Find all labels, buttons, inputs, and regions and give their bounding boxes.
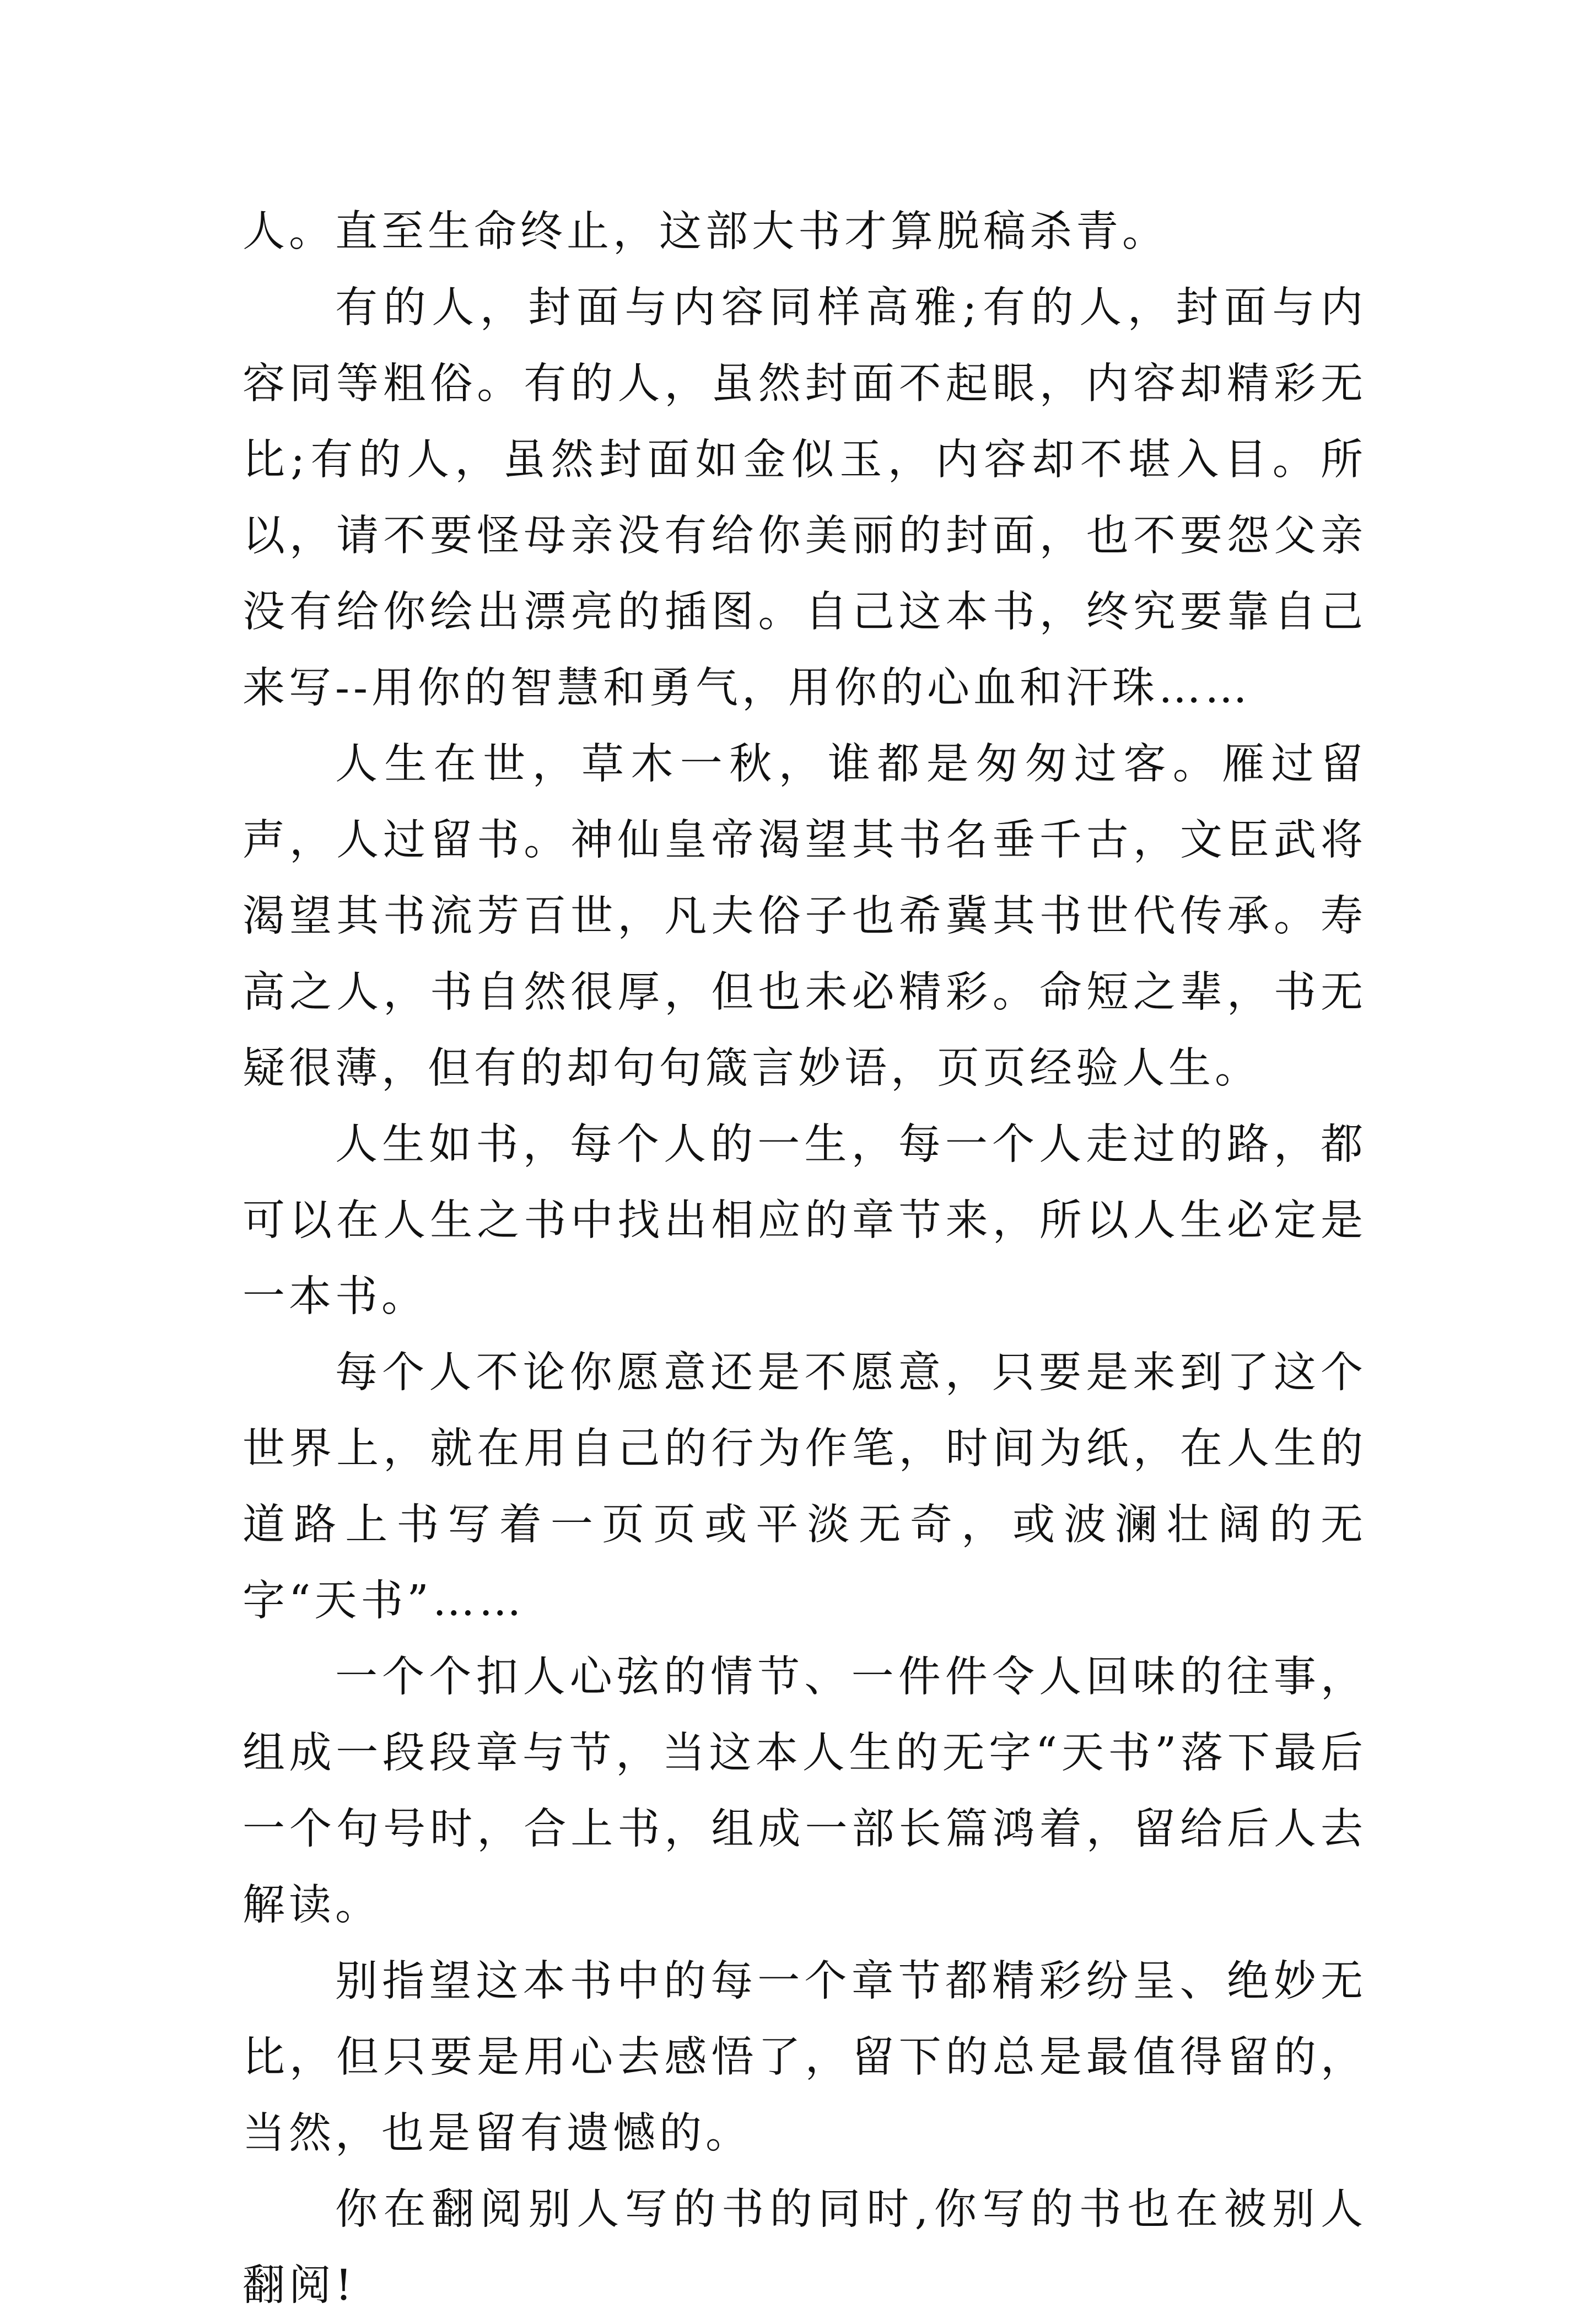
paragraph-7: 别指望这本书中的每一个章节都精彩纷呈、绝妙无比，但只要是用心去感悟了，留下的总是最值得留的，当然，也是留有遗憾的。 [243, 1957, 1367, 2158]
paragraph-1: 人。直至生命终止，这部大书才算脱稿杀青。 [243, 207, 1168, 256]
paragraph-3: 人生在世，草木一秋，谁都是匆匆过客。雁过留声，人过留书。神仙皇帝渴望其书名垂千古，文臣武将渴望其书流芳百世，凡夫俗子也希冀其书世代传承。寿高之人，书自然很厚，但也未必精彩。命短之辈，书无疑很薄，但有的却句句箴言妙语，页页经验人生。 [243, 740, 1367, 1093]
paragraph-8: 你在翻阅别人写的书的同时,你写的书也在被别人翻阅! [243, 2185, 1367, 2310]
paragraph-2: 有的人，封面与内容同样高雅;有的人，封面与内容同等粗俗。有的人，虽然封面不起眼，内容却精彩无比;有的人，虽然封面如金似玉，内容却不堪入目。所以，请不要怪母亲没有给你美丽的封面，也不要怨父亲没有给你绘出漂亮的插图。自己这本书，终究要靠自己来写--用你的智慧和勇气，用你的心血和汗珠…… [243, 283, 1367, 713]
paragraph-4: 人生如书，每个人的一生，每一个人走过的路，都可以在人生之书中找出相应的章节来，所以人生必定是一本书。 [243, 1120, 1367, 1321]
paragraph-5: 每个人不论你愿意还是不愿意，只要是来到了这个世界上，就在用自己的行为作笔，时间为纸，在人生的道路上书写着一页页或平淡无奇，或波澜壮阔的无字“天书”…… [243, 1348, 1367, 1626]
paragraph-6: 一个个扣人心弦的情节、一件件令人回味的往事，组成一段段章与节，当这本人生的无字“天书”落下最后一个句号时，合上书，组成一部长篇鸿着，留给后人去解读。 [243, 1653, 1367, 1930]
document-body [243, 194, 1367, 2324]
